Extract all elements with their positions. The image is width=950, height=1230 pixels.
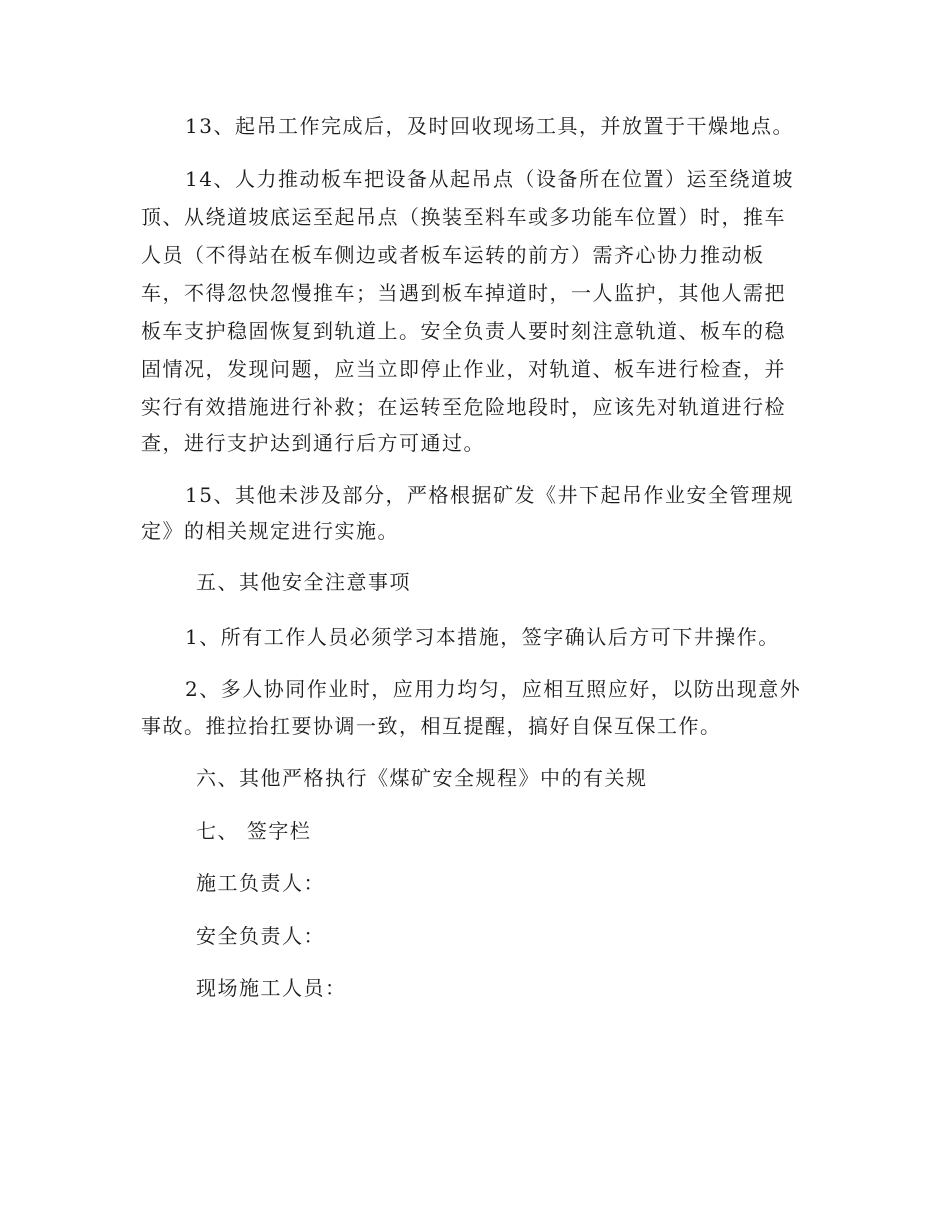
signature-safety-lead: 安全负责人：	[196, 924, 325, 948]
section-5-heading: 五、其他安全注意事项	[196, 570, 411, 594]
paragraph-item-14-line-3: 人员（不得站在板车侧边或者板车运转的前方）需齐心协力推动板	[141, 243, 765, 267]
paragraph-item-14-line-7: 实行有效措施进行补救；在运转至危险地段时，应该先对轨道进行检	[141, 395, 786, 419]
paragraph-item-14-line-8: 查，进行支护达到通行后方可通过。	[141, 431, 485, 455]
section-5-item-2-line-1: 2、多人协同作业时，应用力均匀，应相互照应好，以防出现意外	[185, 677, 802, 701]
paragraph-item-13: 13、起吊工作完成后，及时回收现场工具，并放置于干燥地点。	[185, 114, 794, 138]
section-5-item-1: 1、所有工作人员必须学习本措施，签字确认后方可下井操作。	[185, 625, 780, 649]
paragraph-item-14-line-1: 14、人力推动板车把设备从起吊点（设备所在位置）运至绕道坡	[185, 167, 794, 191]
paragraph-item-14-line-2: 顶、从绕道坡底运至起吊点（换装至料车或多功能车位置）时，推车	[141, 205, 786, 229]
paragraph-item-15-line-2: 定》的相关规定进行实施。	[141, 519, 399, 543]
section-6-heading: 六、其他严格执行《煤矿安全规程》中的有关规	[196, 766, 648, 790]
section-5-item-2-line-2: 事故。推拉抬扛要协调一致，相互提醒，搞好自保互保工作。	[141, 714, 722, 738]
signature-site-staff: 现场施工人员：	[196, 976, 347, 1000]
paragraph-item-14-line-6: 固情况，发现问题，应当立即停止作业，对轨道、板车进行检查，并	[141, 357, 786, 381]
paragraph-item-15-line-1: 15、其他未涉及部分，严格根据矿发《井下起吊作业安全管理规	[185, 483, 794, 507]
paragraph-item-14-line-4: 车，不得忽快忽慢推车；当遇到板车掉道时，一人监护，其他人需把	[141, 281, 786, 305]
signature-construction-lead: 施工负责人：	[196, 871, 325, 895]
section-7-heading: 七、 签字栏	[196, 819, 312, 843]
paragraph-item-14-line-5: 板车支护稳固恢复到轨道上。安全负责人要时刻注意轨道、板车的稳	[141, 319, 786, 343]
